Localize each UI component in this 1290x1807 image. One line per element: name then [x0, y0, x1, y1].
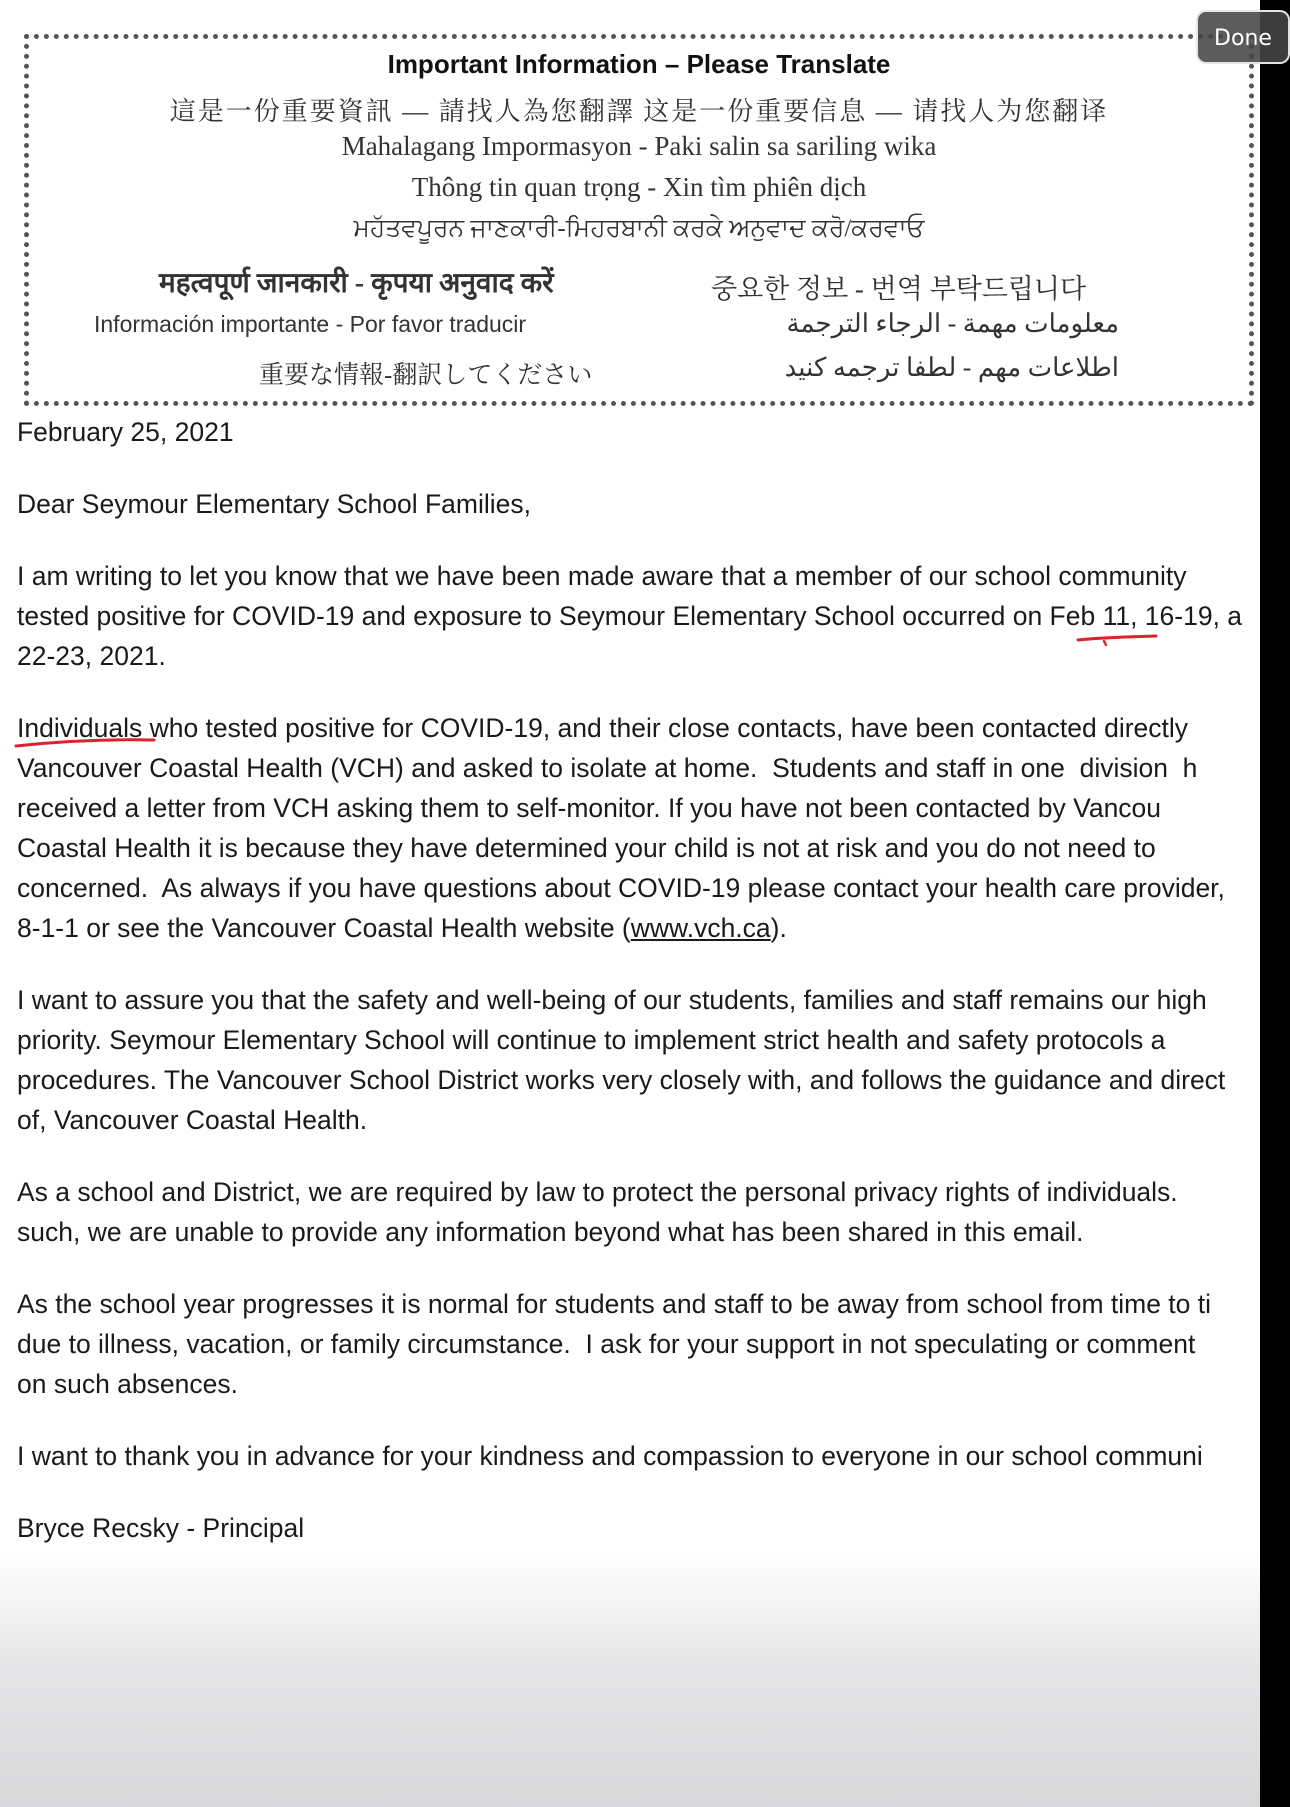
paragraph-privacy: [17, 1172, 1262, 1252]
vch-website-link[interactable]: www.vch.ca: [630, 913, 771, 943]
translation-punjabi: ਮਹੱਤਵਪੂਰਨ ਜਾਣਕਾਰੀ-ਮਿਹਰਬਾਨੀ ਕਰਕੇ ਅਨੁਵਾਦ ਕਰੋ/ਕਰਵਾਓ: [353, 215, 925, 242]
letter-body: [17, 412, 1262, 1580]
letter-date: February 25, 2021: [17, 417, 234, 447]
text-line: Coastal Health it is because they have determined your child is not at risk and you do not need to: [17, 833, 1156, 863]
right-edge-bar: [1260, 0, 1290, 1807]
text-line: on such absences.: [17, 1369, 238, 1399]
text-line: who tested positive for COVID-19, and their close contacts, have been contacted directly: [142, 713, 1189, 743]
red-underline-individuals: [14, 736, 156, 750]
text-line: 22-23, 2021.: [17, 641, 166, 671]
paragraph-contacts: [17, 708, 1262, 948]
letter-greeting: Dear Seymour Elementary School Families,: [17, 489, 531, 519]
paragraph-safety: [17, 980, 1262, 1140]
text-line: 8-1-1 or see the Vancouver Coastal Health website (: [17, 913, 631, 943]
letter-signature: Bryce Recsky - Principal: [17, 1513, 305, 1543]
text-line: I want to assure you that the safety and well-being of our students, families and staff remains our high: [17, 985, 1207, 1015]
bottom-gradient: [0, 1552, 1260, 1807]
translation-spanish: Información importante - Por favor traducir: [94, 311, 527, 337]
done-button[interactable]: Done: [1196, 10, 1290, 64]
text-line: of, Vancouver Coastal Health.: [17, 1105, 368, 1135]
text-line: received a letter from VCH asking them to self-monitor. If you have not been contacted by Vancou: [17, 793, 1162, 823]
text-line: As the school year progresses it is normal for students and staff to be away from school from time to ti: [17, 1289, 1212, 1319]
text-line: As a school and District, we are required by law to protect the personal privacy rights of individuals.: [17, 1177, 1178, 1207]
translation-japanese: 重要な情報-翻訳してください: [259, 362, 593, 389]
translation-farsi: اطلاعات مهم - لطفا ترجمه کنید: [784, 353, 1119, 382]
text-line: Vancouver Coastal Health (VCH) and asked to isolate at home. Students and staff in one division h: [17, 753, 1198, 783]
paragraph-exposure: [17, 556, 1262, 676]
translation-vietnamese: Thông tin quan trọng - Xin tìm phiên dịch: [411, 172, 867, 202]
text-line: I am writing to let you know that we have been made aware that a member of our school community: [17, 561, 1187, 591]
text-line: ).: [770, 913, 787, 943]
translation-box-title: Important Information – Please Translate: [387, 49, 891, 79]
text-line: due to illness, vacation, or family circumstance. I ask for your support in not speculating or comment: [17, 1329, 1196, 1359]
text-line: I want to thank you in advance for your kindness and compassion to everyone in our school communi: [17, 1441, 1203, 1471]
translation-tagalog: Mahalagang Impormasyon - Paki salin sa sariling wika: [341, 131, 937, 161]
translation-arabic: معلومات مهمة - الرجاء الترجمة: [786, 309, 1119, 338]
translation-hindi: महत्वपूर्ण जानकारी - कृपया अनुवाद करें: [159, 268, 554, 299]
text-line: concerned. As always if you have questions about COVID-19 please contact your health care provider,: [17, 873, 1225, 903]
exposure-dates: Feb 11, 16-19, a: [1049, 601, 1243, 631]
red-underline-dates: [1076, 634, 1158, 646]
text-line: tested positive for COVID-19 and exposure to Seymour Elementary School occurred on: [17, 601, 1050, 631]
paragraph-absences: [17, 1284, 1262, 1404]
paragraph-thanks: [17, 1436, 1262, 1476]
text-line: procedures. The Vancouver School District works very closely with, and follows the guidance and direct: [17, 1065, 1226, 1095]
translation-chinese: 這是一份重要資訊 — 請找人為您翻譯 这是一份重要信息 — 请找人为您翻译: [169, 97, 1109, 126]
translation-notice-box: [24, 34, 1254, 406]
translation-korean: 중요한 정보 - 번역 부탁드립니다: [711, 274, 1087, 304]
text-line: priority. Seymour Elementary School will continue to implement strict health and safety protocols a: [17, 1025, 1166, 1055]
individuals-word: Individuals: [17, 713, 143, 743]
text-line: such, we are unable to provide any information beyond what has been shared in this email.: [17, 1217, 1084, 1247]
